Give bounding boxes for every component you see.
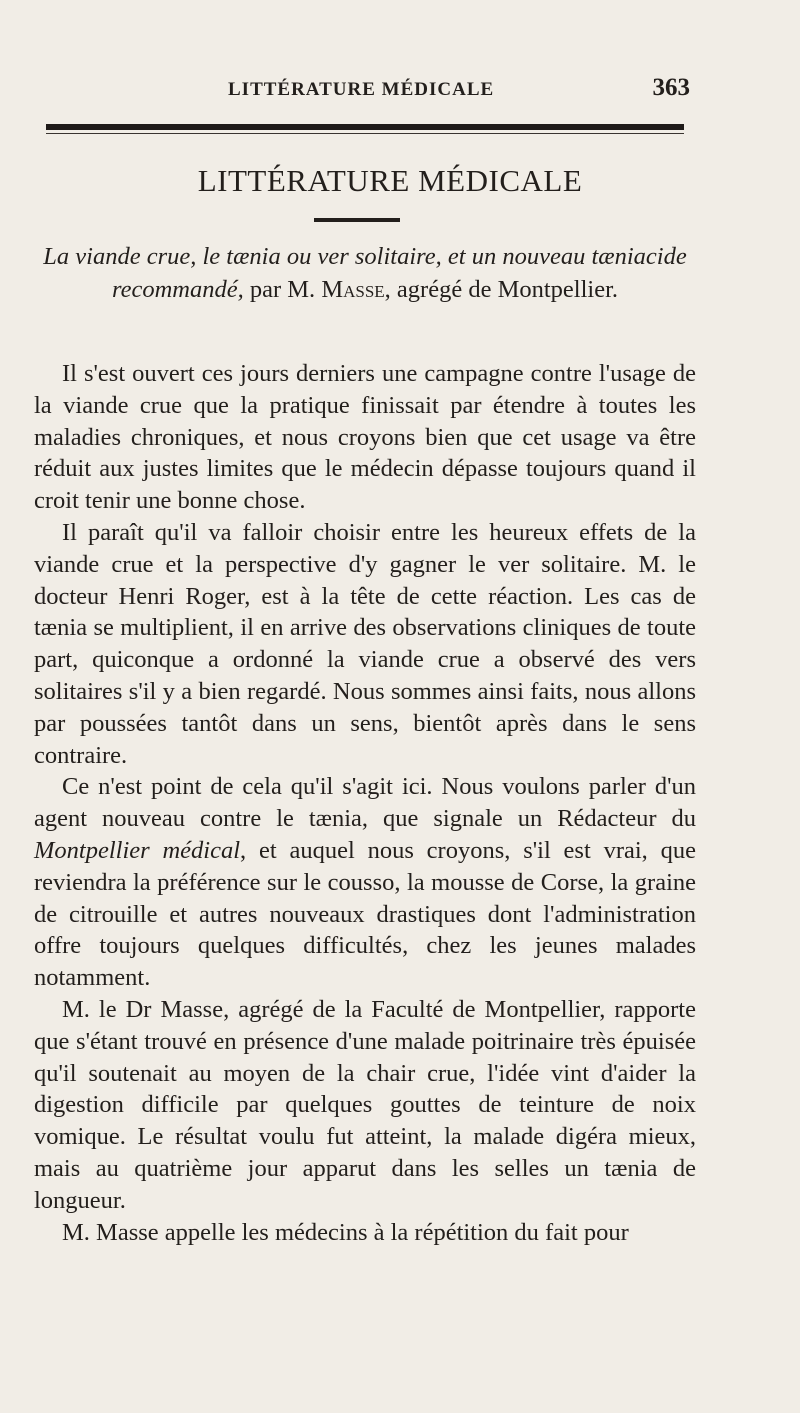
page-number: 363 [652, 74, 690, 101]
article-body [34, 358, 696, 1248]
author-name: Masse [321, 276, 385, 303]
paragraph-2: Il paraît qu'il va falloir choisir entre les heureux effets de la viande crue et la perspective d'y gagner le ver solitaire. M. le docteur Henri Roger, est à la tête de cette réaction. Les cas de tænia se multiplient, il en arrive des observations cliniques de toute part, quiconque a ordonné la viande crue a observé des vers solitaires s'il y a bien regardé. Nous sommes ainsi faits, nous allons par poussées tantôt dans un sens, bientôt après dans le sens contraire. [34, 518, 696, 769]
paragraph-3 [34, 771, 696, 994]
article-subtitle [34, 240, 696, 306]
paragraph-1: Il s'est ouvert ces jours derniers une campagne contre l'usage de la viande crue que la pratique finissait par étendre à toutes les maladies chroniques, et nous croyons bien que cet usage va être réduit aux justes limites que le médecin dépasse toujours quand il croit tenir une bonne chose. [34, 360, 696, 515]
paragraph-3-text-a: Ce n'est point de cela qu'il s'agit ici. Nous voulons parler d'un agent nouveau contre le tænia, que signale un Rédacteur du [34, 773, 696, 833]
journal-name: Montpellier médical [34, 836, 241, 864]
header-rule [46, 124, 684, 130]
article-title-italic: La viande crue, le tænia ou ver solitaire, et un nouveau tæniacide recommandé, [43, 243, 687, 303]
running-head [200, 74, 690, 102]
running-title: LITTÉRATURE MÉDICALE [228, 79, 495, 100]
title-rule [314, 218, 400, 222]
author-affiliation: , agrégé de Montpellier. [384, 276, 619, 303]
paragraph-3-text-b: , et auquel nous croyons, s'il est vrai, que reviendra la préférence sur le cousso, la mousse de Corse, la graine de citrouille et autres nouveaux drastiques dont l'administration offre toujours quelques difficultés, chez les jeunes malades notamment. [34, 836, 696, 992]
paragraph-5: M. Masse appelle les médecins à la répétition du fait pour [62, 1218, 629, 1246]
byline-par: par M. [243, 276, 322, 303]
header-rule-thin [46, 133, 684, 134]
section-title: LITTÉRATURE MÉDICALE [197, 163, 583, 198]
paragraph-4: M. le Dr Masse, agrégé de la Faculté de Montpellier, rapporte que s'étant trouvé en présence d'une malade poitrinaire très épuisée qu'il soutenait au moyen de la chair crue, l'idée vint d'aider la digestion difficile par quelques gouttes de teinture de noix vomique. Le résultat voulu fut atteint, la malade digéra mieux, mais au quatrième jour apparut dans les selles un tænia de longueur. [34, 995, 696, 1214]
